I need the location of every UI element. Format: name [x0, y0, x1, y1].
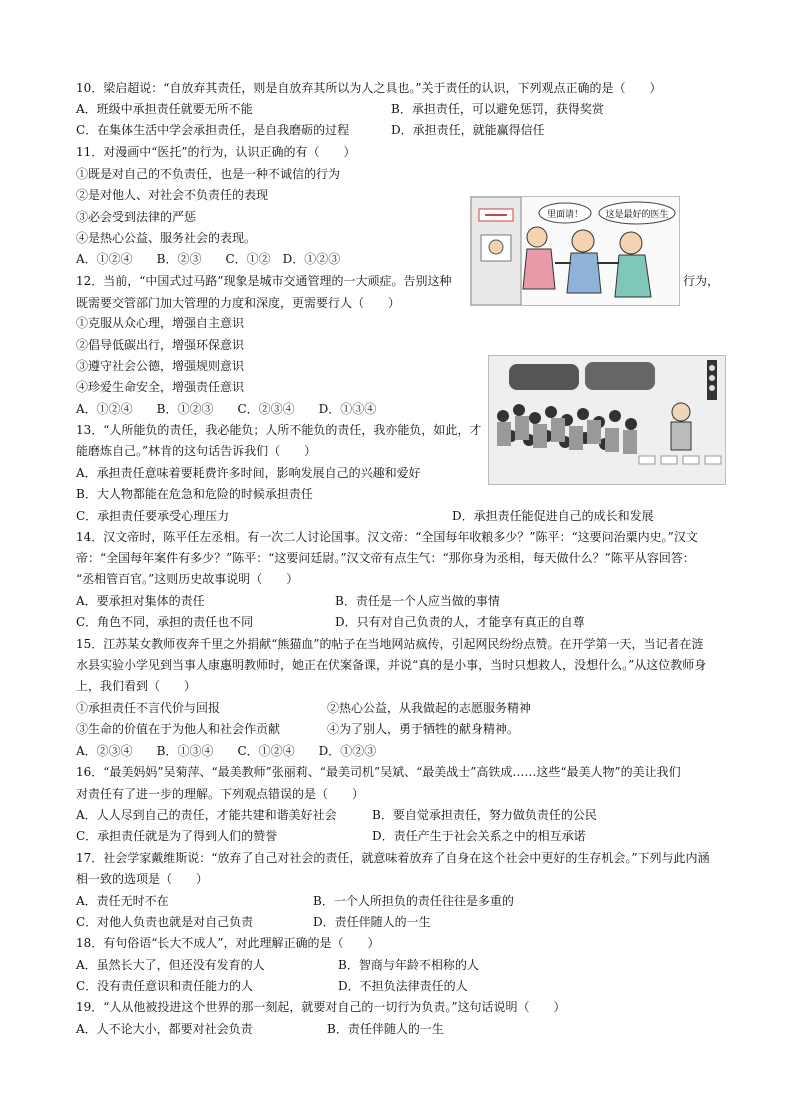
q14-stem-line-1: 14．汉文帝时，陈平任左丞相。有一次二人讨论国事。汉文帝：“全国每年收粮多少？”陈平：“这要问治粟内史。”汉文: [76, 530, 698, 544]
q11-stem: 11．对漫画中“医托”的行为，认识正确的有（ ）: [76, 145, 356, 159]
cartoon-bubble-2: 这是最好的医生: [605, 210, 669, 220]
q15-stem-line-3: 上，我们看到（ ）: [76, 679, 197, 693]
q12-stem-line-1-end: 行为，: [683, 274, 720, 288]
q14-stem-line-3: “丞相管百官。”这则历史故事说明（ ）: [76, 572, 299, 586]
medical-tout-cartoon: [470, 196, 680, 306]
q19-stem: 19．“人从他被投进这个世界的那一刻起，就要对自己的一切行为负责。”这句话说明（ ）: [76, 1000, 566, 1014]
q16-option-b: B．要自觉承担责任，努力做负责任的公民: [372, 808, 597, 822]
q19-option-a: A．人不论大小，都要对社会负责: [76, 1022, 253, 1036]
q11-statement-2: ②是对他人、对社会不负责任的表现: [76, 188, 269, 202]
q18-stem: 18．有句俗语“长大不成人”，对此理解正确的是（ ）: [76, 936, 380, 950]
q16-stem-line-2: 对责任有了进一步的理解。下列观点错误的是（ ）: [76, 787, 365, 801]
q15-stem-line-1: 15．江苏某女教师夜奔千里之外捐献“熊猫血”的帖子在当地网站疯传，引起网民纷纷点赞。在开学第一天，当记者在涟: [76, 637, 704, 651]
q10-stem: 10．梁启超说：“自放弃其责任，则是自放弃其所以为人之具也。”关于责任的认识，下列观点正确的是（ ）: [76, 81, 662, 95]
q18-option-d: D．不担负法律责任的人: [338, 979, 468, 993]
q15-stem-line-2: 水县实验小学见到当事人康惠明教师时，她正在伏案备课，并说“真的是小事，当时只想救人，没想什么。”从这位教师身: [76, 658, 707, 672]
q13-option-a: A．承担责任意味着要耗费许多时间，影响发展自己的兴趣和爱好: [76, 466, 421, 480]
q12-stem-line-1: 12．当前，“中国式过马路”现象是城市交通管理的一大顽症。告别这种: [76, 274, 452, 288]
q14-stem-line-2: 帝：“全国每年案件有多少？”陈平：“这要问廷尉。”汉文帝有点生气：“那你身为丞相，每天做什么？”陈平从容回答：: [76, 551, 695, 565]
cartoon-bubble-1: 里面请！: [546, 210, 584, 220]
q16-option-d: D．责任产生于社会关系之中的相互承诺: [372, 829, 586, 843]
q12-statement-4: ④珍爱生命安全，增强责任意识: [76, 380, 245, 394]
q17-option-d: D．责任伴随人的一生: [313, 915, 431, 929]
q10-option-a: A．班级中承担责任就要无所不能: [76, 102, 253, 116]
q18-option-c: C．没有责任意识和责任能力的人: [76, 979, 254, 993]
q15-statement-3: ③生命的价值在于为他人和社会作贡献: [76, 722, 281, 736]
q13-stem-line-2: 能磨炼自己。”林肯的这句话告诉我们（ ）: [76, 444, 317, 458]
q12-statement-3: ③遵守社会公德，增强规则意识: [76, 359, 245, 373]
jaywalking-cartoon: [488, 355, 726, 485]
q17-option-b: B．一个人所担负的责任往往是多重的: [313, 894, 514, 908]
q16-option-a: A．人人尽到自己的责任，才能共建和谐美好社会: [76, 808, 337, 822]
q11-options: A．①②④ B．②③ C．①② D．①②③: [76, 252, 341, 266]
q13-option-b: B．大人物都能在危急和危险的时候承担责任: [76, 487, 313, 501]
q16-stem-line-1: 16．“最美妈妈”吴菊萍、“最美教师”张丽莉、“最美司机”吴斌、“最美战士”高铁成……这些“最美人物”的美让我们: [76, 765, 681, 779]
crossing-drawing: [489, 356, 725, 484]
q15-options: A．②③④ B．①③④ C．①②④ D．①②③: [76, 744, 377, 758]
q14-option-d: D．只有对自己负责的人，才能享有真正的自尊: [335, 615, 585, 629]
q14-option-c: C．角色不同，承担的责任也不同: [76, 615, 254, 629]
q15-statement-2: ②热心公益，从我做起的志愿服务精神: [327, 701, 532, 715]
q18-option-b: B．智商与年龄不相称的人: [338, 958, 479, 972]
q17-stem-line-2: 相一致的选项是（ ）: [76, 872, 209, 886]
q12-stem-line-2: 既需要交管部门加大管理的力度和深度，更需要行人（ ）: [76, 296, 401, 310]
q14-option-a: A．要承担对集体的责任: [76, 594, 205, 608]
q17-option-a: A．责任无时不在: [76, 894, 169, 908]
q12-statement-1: ①克服从众心理，增强自主意识: [76, 316, 245, 330]
q17-stem-line-1: 17．社会学家戴维斯说：“放弃了自己对社会的责任，就意味着放弃了自身在这个社会中更好的生存机会。”下列与此内涵: [76, 851, 710, 865]
q14-option-b: B．责任是一个人应当做的事情: [335, 594, 500, 608]
q13-option-d: D．承担责任能促进自己的成长和发展: [452, 509, 654, 523]
q10-option-c: C．在集体生活中学会承担责任，是自我磨砺的过程: [76, 123, 350, 137]
q11-statement-4: ④是热心公益、服务社会的表现。: [76, 231, 257, 245]
q18-option-a: A．虽然长大了，但还没有发育的人: [76, 958, 265, 972]
q13-stem-line-1: 13．“人所能负的责任，我必能负；人所不能负的责任，我亦能负，如此，才: [76, 423, 482, 437]
q11-statement-1: ①既是对自己的不负责任，也是一种不诚信的行为: [76, 167, 341, 181]
cartoon-drawing: [471, 197, 679, 305]
q13-option-c: C．承担责任要承受心理压力: [76, 509, 230, 523]
q15-statement-4: ④为了别人，勇于牺牲的献身精神。: [327, 722, 520, 736]
q10-option-d: D．承担责任，就能赢得信任: [391, 123, 545, 137]
q10-option-b: B．承担责任，可以避免惩罚，获得奖赏: [391, 102, 604, 116]
q19-option-b: B．责任伴随人的一生: [327, 1022, 444, 1036]
q12-statement-2: ②倡导低碳出行，增强环保意识: [76, 338, 245, 352]
q16-option-c: C．承担责任就是为了得到人们的赞誉: [76, 829, 278, 843]
q15-statement-1: ①承担责任不言代价与回报: [76, 701, 221, 715]
q11-statement-3: ③必会受到法律的严惩: [76, 210, 197, 224]
q12-options: A．①②④ B．①②③ C．②③④ D．①③④: [76, 402, 377, 416]
q17-option-c: C．对他人负责也就是对自己负责: [76, 915, 254, 929]
